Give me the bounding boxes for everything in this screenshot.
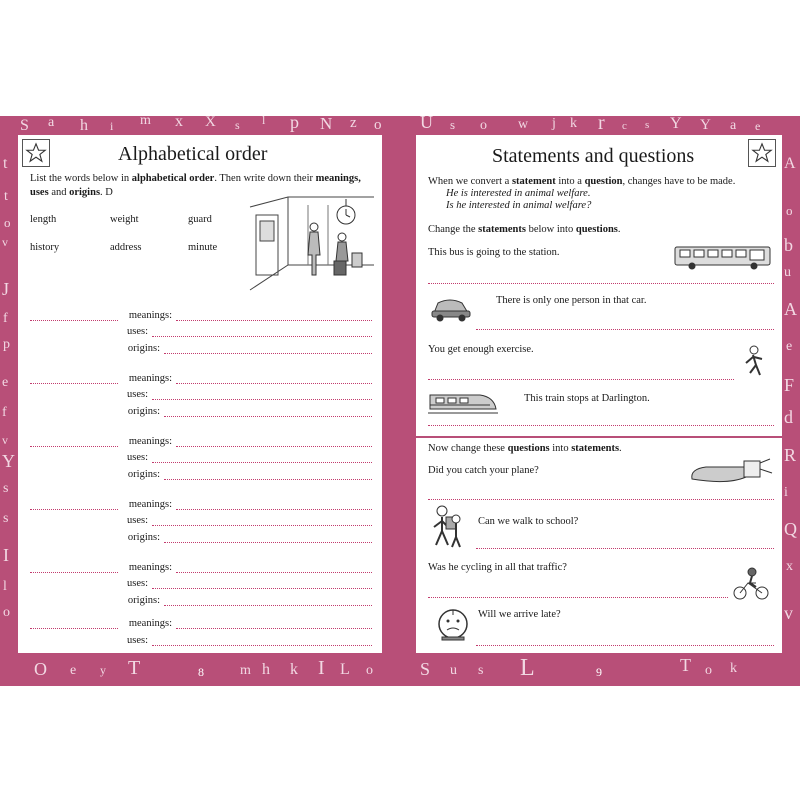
origins-label: origins: xyxy=(127,532,160,543)
deco-letter: o xyxy=(3,605,10,620)
uses-label: uses: xyxy=(127,578,148,589)
answer-line[interactable] xyxy=(428,283,774,284)
deco-letter: S xyxy=(20,117,29,134)
deco-letter: A xyxy=(784,299,797,319)
deco-letter: L xyxy=(520,655,535,681)
deco-letter: b xyxy=(784,235,793,255)
deco-letter: J xyxy=(2,279,10,299)
answer-line[interactable] xyxy=(164,605,372,606)
answer-line[interactable] xyxy=(152,645,372,646)
question-item: Will we arrive late? xyxy=(478,609,561,620)
answer-line[interactable] xyxy=(152,462,372,463)
deco-letter: v xyxy=(2,235,8,249)
uses-label: uses: xyxy=(127,389,148,400)
statement-item: You get enough exercise. xyxy=(428,344,534,355)
answer-line[interactable] xyxy=(176,628,372,629)
meanings-label: meanings: xyxy=(128,562,172,573)
train-icon xyxy=(428,387,498,417)
answer-line[interactable] xyxy=(176,383,372,384)
star-icon xyxy=(748,139,776,167)
answer-line[interactable] xyxy=(176,446,372,447)
deco-letter: e xyxy=(2,375,9,390)
task-instruction: Now change these questions into statements. xyxy=(428,443,622,454)
example-question: Is he interested in animal welfare? xyxy=(446,200,592,211)
statement-item: This bus is going to the station. xyxy=(428,247,560,258)
answer-line[interactable] xyxy=(152,525,372,526)
answer-line[interactable] xyxy=(152,336,372,337)
page-number-left: 8 xyxy=(198,665,204,679)
deco-letter: h xyxy=(80,117,88,134)
deco-letter: S xyxy=(420,659,431,679)
deco-letter: f xyxy=(3,311,8,326)
deco-letter: t xyxy=(4,189,8,204)
station-illustration xyxy=(248,195,376,295)
deco-letter: l xyxy=(3,579,7,594)
deco-letter: v xyxy=(2,433,8,447)
deco-letter: o xyxy=(4,215,11,230)
deco-letter: u xyxy=(450,663,457,678)
answer-line[interactable] xyxy=(164,542,372,543)
star-icon xyxy=(22,139,50,167)
task-instruction: Change the statements below into questions. xyxy=(428,224,621,235)
deco-letter: Y xyxy=(670,115,682,132)
deco-letter: u xyxy=(784,265,791,280)
bus-icon xyxy=(674,245,772,271)
deco-letter: e xyxy=(755,119,761,133)
deco-letter: a xyxy=(48,115,55,130)
child-walking-icon xyxy=(430,505,464,549)
deco-letter: s xyxy=(3,481,9,496)
deco-letter: L xyxy=(340,661,350,678)
deco-letter: I xyxy=(318,657,325,679)
answer-line[interactable] xyxy=(428,597,728,598)
statement-item: There is only one person in that car. xyxy=(496,295,647,306)
section-divider xyxy=(416,436,782,438)
deco-letter: f xyxy=(2,405,7,420)
answer-line[interactable] xyxy=(30,320,118,321)
plane-icon xyxy=(688,455,774,489)
deco-letter: p xyxy=(3,337,10,352)
deco-letter: s xyxy=(478,663,484,678)
origins-label: origins: xyxy=(127,343,160,354)
example-statement: He is interested in animal welfare. xyxy=(446,188,591,199)
deco-letter: o xyxy=(480,118,487,133)
answer-line[interactable] xyxy=(152,588,372,589)
answer-line[interactable] xyxy=(476,645,774,646)
page-title: Alphabetical order xyxy=(118,143,268,165)
deco-letter: z xyxy=(350,115,357,131)
deco-letter: o xyxy=(366,663,373,678)
word-item: history xyxy=(30,242,60,253)
deco-letter: i xyxy=(110,119,114,133)
deco-letter: e xyxy=(70,663,77,678)
deco-letter: F xyxy=(784,375,795,395)
deco-letter: Y xyxy=(2,451,15,471)
deco-letter: c xyxy=(622,120,627,132)
deco-letter: T xyxy=(128,657,141,679)
left-page xyxy=(18,135,382,653)
deco-letter: O xyxy=(34,659,47,679)
deco-letter: N xyxy=(320,114,333,133)
answer-line[interactable] xyxy=(30,628,118,629)
answer-line[interactable] xyxy=(152,399,372,400)
deco-letter: m xyxy=(140,113,151,128)
answer-line[interactable] xyxy=(176,320,372,321)
origins-label: origins: xyxy=(127,406,160,417)
answer-line[interactable] xyxy=(428,499,774,500)
uses-label: uses: xyxy=(127,515,148,526)
deco-letter: e xyxy=(786,339,793,354)
deco-letter: y xyxy=(100,663,106,677)
deco-letter: Q xyxy=(784,519,797,539)
deco-letter: s xyxy=(645,119,650,131)
answer-line[interactable] xyxy=(476,548,774,549)
statement-item: This train stops at Darlington. xyxy=(524,393,650,404)
answer-line[interactable] xyxy=(428,425,774,426)
answer-line[interactable] xyxy=(164,416,372,417)
word-item: length xyxy=(30,214,57,225)
deco-letter: d xyxy=(784,407,793,427)
answer-line[interactable] xyxy=(30,383,118,384)
word-item: minute xyxy=(188,242,218,253)
uses-label: uses: xyxy=(127,452,148,463)
answer-line[interactable] xyxy=(164,479,372,480)
origins-label: origins: xyxy=(127,469,160,480)
car-icon xyxy=(430,295,472,323)
answer-line[interactable] xyxy=(476,329,774,330)
deco-letter: s xyxy=(450,117,456,132)
word-item: address xyxy=(110,242,142,253)
intro-text: When we convert a statement into a question, changes have to be made. xyxy=(428,176,736,187)
page-number-right: 9 xyxy=(596,665,602,679)
deco-letter: s xyxy=(3,511,9,526)
clock-icon xyxy=(436,607,470,641)
answer-line[interactable] xyxy=(428,379,734,380)
deco-letter: j xyxy=(552,116,556,131)
deco-letter: x xyxy=(786,559,793,574)
question-item: Was he cycling in all that traffic? xyxy=(428,562,567,573)
deco-letter: t xyxy=(3,155,8,172)
deco-letter: X xyxy=(205,114,216,130)
deco-letter: k xyxy=(290,661,298,678)
answer-line[interactable] xyxy=(30,446,118,447)
word-item: weight xyxy=(110,214,139,225)
deco-letter: p xyxy=(290,112,299,132)
deco-letter: k xyxy=(570,116,577,131)
meanings-label: meanings: xyxy=(128,373,172,384)
deco-letter: x xyxy=(175,113,183,130)
question-item: Did you catch your plane? xyxy=(428,465,539,476)
deco-letter: A xyxy=(784,155,796,172)
origins-label: origins: xyxy=(127,595,160,606)
answer-line[interactable] xyxy=(30,572,118,573)
uses-label: uses: xyxy=(127,635,148,646)
book-spread xyxy=(0,112,800,686)
runner-icon xyxy=(740,345,766,381)
deco-letter: Y xyxy=(700,117,711,133)
meanings-label: meanings: xyxy=(128,618,172,629)
right-page xyxy=(416,135,782,653)
deco-letter: o xyxy=(786,203,793,218)
meanings-label: meanings: xyxy=(128,310,172,321)
uses-label: uses: xyxy=(127,326,148,337)
answer-line[interactable] xyxy=(176,509,372,510)
deco-letter: R xyxy=(784,445,797,465)
deco-letter: I xyxy=(3,545,9,565)
meanings-label: meanings: xyxy=(128,499,172,510)
deco-letter: k xyxy=(730,661,737,676)
word-item: guard xyxy=(188,214,212,225)
deco-letter: v xyxy=(784,603,793,623)
deco-letter: T xyxy=(680,655,691,675)
page-title: Statements and questions xyxy=(492,145,695,167)
instruction: List the words below in alphabetical order. Then write down their meanings, uses and origins. D xyxy=(30,173,361,198)
deco-letter: o xyxy=(374,117,382,133)
answer-line[interactable] xyxy=(176,572,372,573)
answer-line[interactable] xyxy=(164,353,372,354)
question-item: Can we walk to school? xyxy=(478,516,579,527)
cyclist-icon xyxy=(732,567,770,601)
deco-letter: o xyxy=(705,663,712,678)
deco-letter: w xyxy=(518,117,529,132)
meanings-label: meanings: xyxy=(128,436,172,447)
deco-letter: a xyxy=(730,118,737,133)
deco-letter: s xyxy=(235,118,240,132)
deco-letter: h xyxy=(262,661,270,678)
deco-letter: i xyxy=(784,485,788,500)
deco-letter: U xyxy=(420,112,433,132)
answer-line[interactable] xyxy=(30,509,118,510)
deco-letter: m xyxy=(240,663,251,678)
deco-letter: l xyxy=(262,113,266,127)
deco-letter: r xyxy=(598,112,605,134)
